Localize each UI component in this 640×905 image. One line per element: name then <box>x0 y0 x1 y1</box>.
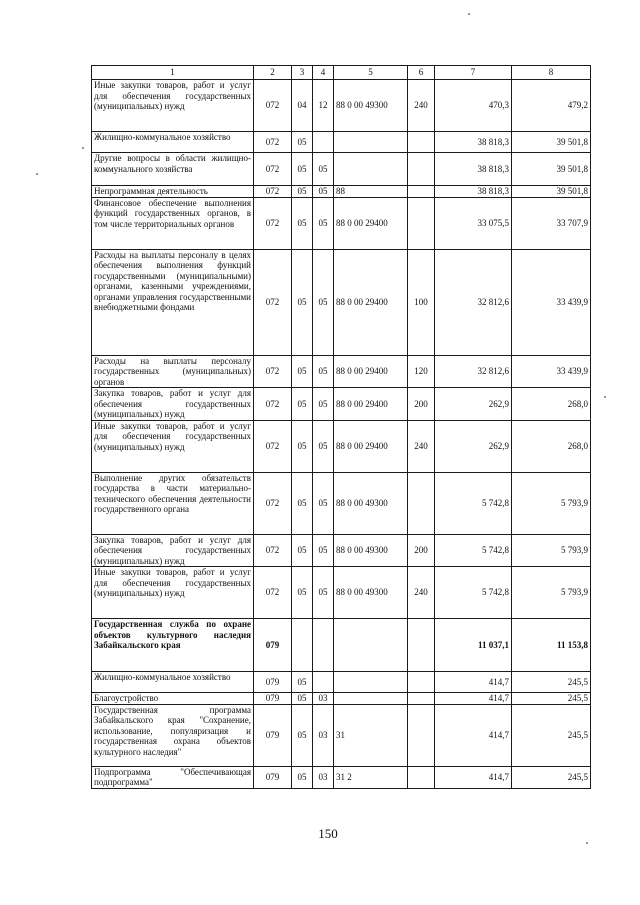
amount-year1-cell: 5 742,8 <box>435 567 512 619</box>
section-code-cell: 05 <box>292 132 313 153</box>
expense-type-cell <box>408 153 435 186</box>
subsection-code-cell: 03 <box>313 766 334 788</box>
header-cell: 6 <box>408 66 435 80</box>
section-code-cell: 05 <box>292 693 313 705</box>
target-item-cell: 88 <box>334 186 408 198</box>
amount-year2-cell: 5 793,9 <box>512 472 591 534</box>
subsection-code-cell <box>313 132 334 153</box>
row-name-cell: Иные закупки товаров, работ и услуг для обеспечения государственных (муниципальных) нужд <box>92 420 254 472</box>
section-code-cell: 05 <box>292 766 313 788</box>
ministry-code-cell: 072 <box>254 249 292 355</box>
ministry-code-cell: 072 <box>254 534 292 567</box>
row-name-cell: Государственная служба по охране объектов культурного наследия Забайкальского края <box>92 619 254 672</box>
ministry-code-cell: 072 <box>254 153 292 186</box>
amount-year1-cell: 5 742,8 <box>435 472 512 534</box>
amount-year2-cell: 11 153,8 <box>512 619 591 672</box>
ministry-code-cell: 079 <box>254 693 292 705</box>
target-item-cell: 31 2 <box>334 766 408 788</box>
target-item-cell: 88 0 00 49300 <box>334 80 408 132</box>
header-cell: 3 <box>292 66 313 80</box>
budget-table <box>91 65 591 789</box>
row-name-cell: Подпрограмма "Обеспечивающая подпрограмма" <box>92 766 254 788</box>
header-cell: 7 <box>435 66 512 80</box>
section-code-cell: 05 <box>292 249 313 355</box>
ministry-code-cell: 079 <box>254 619 292 672</box>
table-row <box>92 355 591 388</box>
amount-year1-cell: 11 037,1 <box>435 619 512 672</box>
expense-type-cell: 240 <box>408 567 435 619</box>
section-code-cell <box>292 619 313 672</box>
table-row <box>92 197 591 249</box>
row-name-cell: Выполнение других обязательств государства в части материально-технического обеспечения деятельности государственного органа <box>92 472 254 534</box>
row-name-cell: Расходы на выплаты персоналу в целях обеспечения выполнения функций государственными (муниципальными) органами, казенными учреждениями, органами управления государственными внебюджетными фондами <box>92 249 254 355</box>
table-row <box>92 672 591 693</box>
ministry-code-cell: 072 <box>254 567 292 619</box>
table-row <box>92 249 591 355</box>
target-item-cell: 88 0 00 29400 <box>334 197 408 249</box>
subsection-code-cell: 05 <box>313 534 334 567</box>
table-row <box>92 619 591 672</box>
header-cell: 2 <box>254 66 292 80</box>
table-body <box>92 66 591 789</box>
ministry-code-cell: 072 <box>254 472 292 534</box>
amount-year1-cell: 33 075,5 <box>435 197 512 249</box>
expense-type-cell: 240 <box>408 80 435 132</box>
ministry-code-cell: 072 <box>254 197 292 249</box>
expense-type-cell <box>408 766 435 788</box>
subsection-code-cell: 05 <box>313 153 334 186</box>
ministry-code-cell: 079 <box>254 672 292 693</box>
section-code-cell: 05 <box>292 186 313 198</box>
scan-speck <box>82 147 84 149</box>
subsection-code-cell <box>313 619 334 672</box>
table-row <box>92 153 591 186</box>
row-name-cell: Закупка товаров, работ и услуг для обеспечения государственных (муниципальных) нужд <box>92 534 254 567</box>
row-name-cell: Другие вопросы в области жилищно-коммунального хозяйства <box>92 153 254 186</box>
expense-type-cell <box>408 704 435 766</box>
expense-type-cell <box>408 186 435 198</box>
expense-type-cell: 100 <box>408 249 435 355</box>
amount-year2-cell: 245,5 <box>512 672 591 693</box>
subsection-code-cell: 03 <box>313 693 334 705</box>
amount-year2-cell: 245,5 <box>512 766 591 788</box>
row-name-cell: Благоустройство <box>92 693 254 705</box>
amount-year1-cell: 414,7 <box>435 693 512 705</box>
row-name-cell: Жилищно-коммунальное хозяйство <box>92 132 254 153</box>
ministry-code-cell: 072 <box>254 132 292 153</box>
header-cell: 5 <box>334 66 408 80</box>
section-code-cell: 05 <box>292 388 313 421</box>
expense-type-cell: 120 <box>408 355 435 388</box>
subsection-code-cell: 05 <box>313 186 334 198</box>
table-row <box>92 704 591 766</box>
subsection-code-cell: 05 <box>313 197 334 249</box>
header-cell: 8 <box>512 66 591 80</box>
amount-year1-cell: 5 742,8 <box>435 534 512 567</box>
amount-year1-cell: 32 812,6 <box>435 249 512 355</box>
amount-year1-cell: 262,9 <box>435 388 512 421</box>
row-name-cell: Финансовое обеспечение выполнения функций государственных органов, в том числе территориальных органов <box>92 197 254 249</box>
subsection-code-cell: 05 <box>313 355 334 388</box>
amount-year2-cell: 268,0 <box>512 388 591 421</box>
ministry-code-cell: 072 <box>254 388 292 421</box>
amount-year2-cell: 33 439,9 <box>512 355 591 388</box>
amount-year1-cell: 414,7 <box>435 672 512 693</box>
table-row <box>92 186 591 198</box>
ministry-code-cell: 079 <box>254 766 292 788</box>
amount-year2-cell: 33 439,9 <box>512 249 591 355</box>
row-name-cell: Государственная программа Забайкальского края "Сохранение, использование, популяризация и государственная охрана объектов культурного наследия" <box>92 704 254 766</box>
ministry-code-cell: 072 <box>254 186 292 198</box>
subsection-code-cell: 05 <box>313 249 334 355</box>
subsection-code-cell: 05 <box>313 567 334 619</box>
expense-type-cell: 200 <box>408 388 435 421</box>
amount-year2-cell: 268,0 <box>512 420 591 472</box>
amount-year2-cell: 33 707,9 <box>512 197 591 249</box>
row-name-cell: Закупка товаров, работ и услуг для обеспечения государственных (муниципальных) нужд <box>92 388 254 421</box>
target-item-cell: 88 0 00 49300 <box>334 472 408 534</box>
ministry-code-cell: 072 <box>254 80 292 132</box>
amount-year2-cell: 245,5 <box>512 704 591 766</box>
section-code-cell: 05 <box>292 153 313 186</box>
scan-speck <box>36 173 38 175</box>
target-item-cell <box>334 153 408 186</box>
expense-type-cell <box>408 132 435 153</box>
subsection-code-cell: 12 <box>313 80 334 132</box>
subsection-code-cell <box>313 672 334 693</box>
target-item-cell: 88 0 00 29400 <box>334 388 408 421</box>
header-cell: 1 <box>92 66 254 80</box>
amount-year1-cell: 470,3 <box>435 80 512 132</box>
amount-year2-cell: 39 501,8 <box>512 153 591 186</box>
target-item-cell: 88 0 00 49300 <box>334 567 408 619</box>
amount-year2-cell: 245,5 <box>512 693 591 705</box>
section-code-cell: 05 <box>292 672 313 693</box>
table-row <box>92 567 591 619</box>
scan-speck <box>586 842 588 844</box>
row-name-cell: Жилищно-коммунальное хозяйство <box>92 672 254 693</box>
amount-year1-cell: 38 818,3 <box>435 153 512 186</box>
subsection-code-cell: 05 <box>313 472 334 534</box>
scan-speck <box>604 396 606 398</box>
header-cell: 4 <box>313 66 334 80</box>
table-row <box>92 80 591 132</box>
page-number: 150 <box>318 826 338 841</box>
amount-year1-cell: 38 818,3 <box>435 186 512 198</box>
amount-year2-cell: 5 793,9 <box>512 567 591 619</box>
target-item-cell: 88 0 00 29400 <box>334 249 408 355</box>
amount-year1-cell: 414,7 <box>435 766 512 788</box>
target-item-cell <box>334 619 408 672</box>
target-item-cell: 88 0 00 29400 <box>334 420 408 472</box>
expense-type-cell <box>408 619 435 672</box>
row-name-cell: Иные закупки товаров, работ и услуг для обеспечения государственных (муниципальных) нужд <box>92 567 254 619</box>
table-header-row <box>92 66 591 80</box>
section-code-cell: 05 <box>292 420 313 472</box>
expense-type-cell <box>408 472 435 534</box>
expense-type-cell: 200 <box>408 534 435 567</box>
table-row <box>92 766 591 788</box>
amount-year1-cell: 32 812,6 <box>435 355 512 388</box>
scan-speck <box>468 13 470 15</box>
table-row <box>92 132 591 153</box>
table-row <box>92 388 591 421</box>
ministry-code-cell: 072 <box>254 420 292 472</box>
section-code-cell: 05 <box>292 704 313 766</box>
target-item-cell <box>334 132 408 153</box>
target-item-cell: 31 <box>334 704 408 766</box>
ministry-code-cell: 072 <box>254 355 292 388</box>
row-name-cell: Непрограммная деятельность <box>92 186 254 198</box>
subsection-code-cell: 05 <box>313 388 334 421</box>
section-code-cell: 05 <box>292 534 313 567</box>
expense-type-cell: 240 <box>408 420 435 472</box>
amount-year1-cell: 38 818,3 <box>435 132 512 153</box>
amount-year2-cell: 5 793,9 <box>512 534 591 567</box>
amount-year2-cell: 479,2 <box>512 80 591 132</box>
section-code-cell: 05 <box>292 355 313 388</box>
table-row <box>92 420 591 472</box>
expense-type-cell <box>408 693 435 705</box>
section-code-cell: 05 <box>292 472 313 534</box>
table-row <box>92 693 591 705</box>
section-code-cell: 05 <box>292 567 313 619</box>
amount-year2-cell: 39 501,8 <box>512 132 591 153</box>
section-code-cell: 05 <box>292 197 313 249</box>
expense-type-cell <box>408 672 435 693</box>
subsection-code-cell: 05 <box>313 420 334 472</box>
ministry-code-cell: 079 <box>254 704 292 766</box>
row-name-cell: Расходы на выплаты персоналу государственных (муниципальных) органов <box>92 355 254 388</box>
table-row <box>92 534 591 567</box>
amount-year2-cell: 39 501,8 <box>512 186 591 198</box>
section-code-cell: 04 <box>292 80 313 132</box>
subsection-code-cell: 03 <box>313 704 334 766</box>
table-row <box>92 472 591 534</box>
target-item-cell: 88 0 00 29400 <box>334 355 408 388</box>
expense-type-cell <box>408 197 435 249</box>
target-item-cell <box>334 693 408 705</box>
amount-year1-cell: 414,7 <box>435 704 512 766</box>
row-name-cell: Иные закупки товаров, работ и услуг для обеспечения государственных (муниципальных) нужд <box>92 80 254 132</box>
amount-year1-cell: 262,9 <box>435 420 512 472</box>
target-item-cell <box>334 672 408 693</box>
target-item-cell: 88 0 00 49300 <box>334 534 408 567</box>
